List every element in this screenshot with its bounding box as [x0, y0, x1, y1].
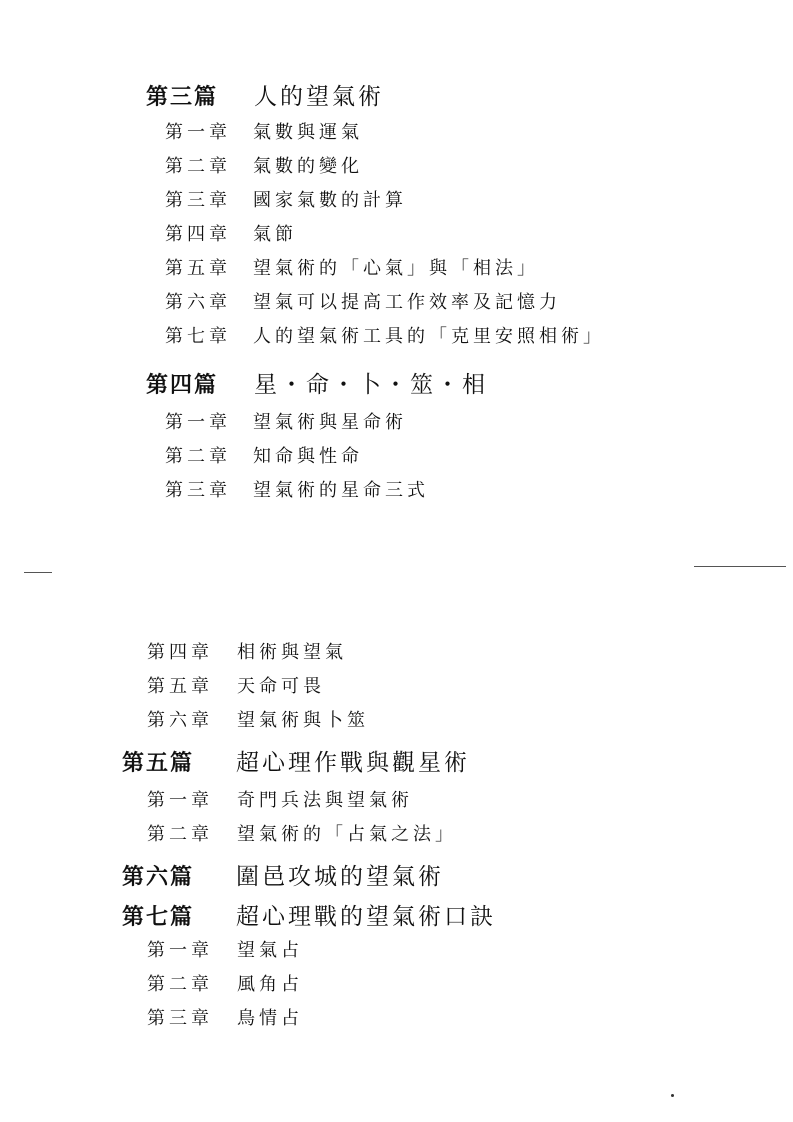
- fold-mark-left: [24, 572, 52, 573]
- part-title: 超心理作戰與觀星術: [236, 750, 470, 776]
- chapter-title: 望氣術的「心氣」與「相法」: [253, 258, 539, 279]
- chapter-title: 望氣術與星命術: [253, 412, 407, 433]
- chapter-title: 奇門兵法與望氣術: [237, 790, 413, 811]
- chapter-title: 望氣可以提高工作效率及記憶力: [253, 292, 561, 313]
- chapter-label: 第七章: [165, 326, 231, 347]
- chapter-title: 望氣術的星命三式: [253, 480, 429, 501]
- chapter-title: 氣節: [253, 224, 297, 245]
- part-label: 第七篇: [122, 904, 195, 930]
- chapter-title: 國家氣數的計算: [253, 190, 407, 211]
- part-label: 第五篇: [122, 750, 195, 776]
- chapter-title: 氣數與運氣: [253, 122, 363, 143]
- chapter-title: 望氣術與卜筮: [237, 710, 369, 731]
- part-title: 人的望氣術: [254, 84, 384, 110]
- chapter-label: 第三章: [165, 190, 231, 211]
- chapter-title: 鳥情占: [237, 1008, 303, 1029]
- fold-mark-right: [694, 566, 786, 567]
- chapter-label: 第二章: [147, 974, 213, 995]
- chapter-label: 第二章: [147, 824, 213, 845]
- chapter-title: 風角占: [237, 974, 303, 995]
- chapter-label: 第三章: [147, 1008, 213, 1029]
- chapter-label: 第五章: [165, 258, 231, 279]
- part-title: 超心理戰的望氣術口訣: [236, 904, 496, 930]
- chapter-title: 人的望氣術工具的「克里安照相術」: [253, 326, 605, 347]
- chapter-label: 第六章: [165, 292, 231, 313]
- scan-speck: [671, 1094, 674, 1097]
- part-title: 星・命・卜・筮・相: [254, 372, 488, 398]
- chapter-label: 第一章: [147, 940, 213, 961]
- chapter-title: 望氣術的「占氣之法」: [237, 824, 457, 845]
- part-label: 第三篇: [146, 84, 219, 110]
- chapter-label: 第一章: [165, 412, 231, 433]
- chapter-title: 望氣占: [237, 940, 303, 961]
- chapter-label: 第二章: [165, 156, 231, 177]
- chapter-label: 第六章: [147, 710, 213, 731]
- chapter-label: 第五章: [147, 676, 213, 697]
- chapter-label: 第四章: [165, 224, 231, 245]
- chapter-title: 知命與性命: [253, 446, 363, 467]
- chapter-label: 第一章: [165, 122, 231, 143]
- part-label: 第六篇: [122, 864, 195, 890]
- chapter-label: 第二章: [165, 446, 231, 467]
- part-label: 第四篇: [146, 372, 219, 398]
- chapter-title: 相術與望氣: [237, 642, 347, 663]
- part-title: 圍邑攻城的望氣術: [236, 864, 444, 890]
- chapter-label: 第四章: [147, 642, 213, 663]
- chapter-title: 氣數的變化: [253, 156, 363, 177]
- chapter-title: 天命可畏: [237, 676, 325, 697]
- chapter-label: 第一章: [147, 790, 213, 811]
- chapter-label: 第三章: [165, 480, 231, 501]
